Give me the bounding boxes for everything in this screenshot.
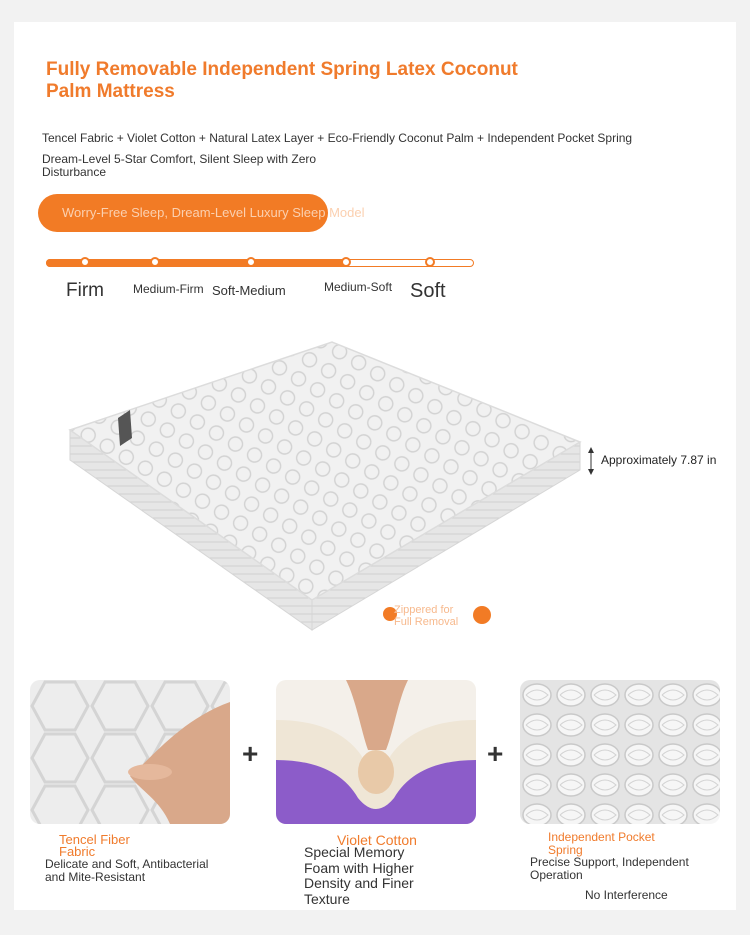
firmness-dot-medium-soft xyxy=(341,257,351,267)
tencel-fabric-photo xyxy=(30,680,230,824)
zipper-dot-right xyxy=(473,606,491,624)
materials-line: Tencel Fabric + Violet Cotton + Natural Latex Layer + Eco-Friendly Coconut Palm + Independent Pocket Spring xyxy=(42,131,633,145)
zipper-note: Zippered for Full Removal xyxy=(394,604,459,628)
plus-sign-2: + xyxy=(487,738,504,769)
firmness-label-soft: Soft xyxy=(410,280,446,302)
feature-desc-violet: Special Memory Foam with Higher Density and Finer Texture xyxy=(304,844,414,907)
firmness-dot-soft-medium xyxy=(246,257,256,267)
firmness-dot-soft xyxy=(425,257,435,267)
firmness-label-medium-firm: Medium-Firm xyxy=(133,282,204,296)
firmness-dot-medium-firm xyxy=(150,257,160,267)
up-down-arrow-icon xyxy=(588,447,594,475)
feature-extra-spring: No Interference xyxy=(585,888,668,902)
feature-desc-spring: Precise Support, Independent Operation xyxy=(530,855,689,882)
plus-sign-1: + xyxy=(242,738,259,769)
firmness-dot-firm xyxy=(80,257,90,267)
feature-desc-tencel: Delicate and Soft, Antibacterial and Mite-Resistant xyxy=(45,857,209,884)
badge-text: Worry-Free Sleep, Dream-Level Luxury Sleep Model xyxy=(62,205,365,220)
firmness-label-firm: Firm xyxy=(66,280,104,301)
firmness-label-medium-soft: Medium-Soft xyxy=(324,280,393,294)
violet-cotton-photo xyxy=(276,680,476,824)
feature-title-spring: Independent Pocket Spring xyxy=(548,830,655,857)
firmness-fill xyxy=(46,259,346,267)
page-title: Fully Removable Independent Spring Latex Coconut Palm Mattress xyxy=(46,59,518,102)
pocket-spring-photo xyxy=(520,680,720,824)
firmness-label-soft-medium: Soft-Medium xyxy=(212,283,286,298)
thickness-label: Approximately 7.87 in xyxy=(601,453,717,467)
feature-title-tencel: Tencel Fiber Fabric xyxy=(59,832,130,859)
mattress-image xyxy=(60,330,600,640)
feature-title-violet: Violet Cotton xyxy=(337,832,417,848)
comfort-line: Dream-Level 5-Star Comfort, Silent Sleep with Zero Disturbance xyxy=(42,152,317,179)
